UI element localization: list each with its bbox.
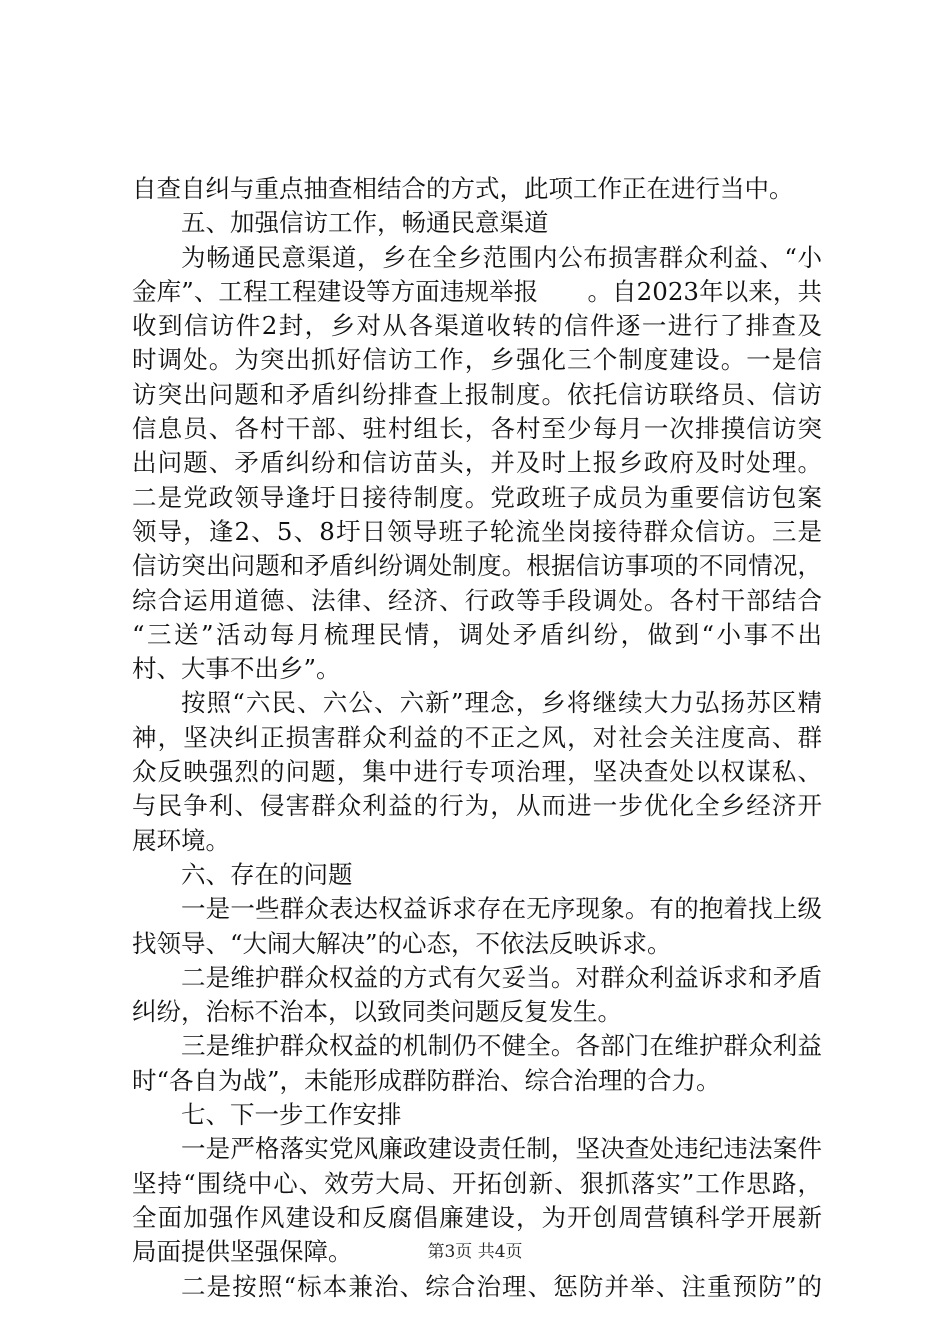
text-line: 全面加强作风建设和反腐倡廉建设，为开创周营镇科学开展新 [132, 1202, 822, 1232]
text-line: 局面提供坚强保障。 [132, 1237, 353, 1267]
document-body [132, 172, 822, 1304]
text-line: 纠纷，治标不治本，以致同类问题反复发生。 [132, 997, 622, 1027]
text-line: 信息员、各村干部、驻村组长，各村至少每月一次排摸信访突 [132, 414, 822, 444]
text-line: 三是维护群众权益的机制仍不健全。各部门在维护群众利益 [181, 1031, 822, 1061]
text-line: 展环境。 [132, 825, 230, 855]
text-line: 二是党政领导逢圩日接待制度。党政班子成员为重要信访包案 [132, 482, 822, 512]
text-line: 众反映强烈的问题，集中进行专项治理，坚决查处以权谋私、 [132, 757, 822, 787]
text-line: 七、下一步工作安排 [181, 1100, 402, 1130]
text-line: 时调处。为突出抓好信访工作，乡强化三个制度建设。一是信 [132, 345, 822, 375]
text-line: 信访突出问题和矛盾纠纷调处制度。根据信访事项的不同情况， [132, 551, 822, 581]
text-line: 按照“六民、六公、六新”理念，乡将继续大力弘扬苏区精 [181, 688, 822, 718]
text-line: 收到信访件2封，乡对从各渠道收转的信件逐一进行了排查及 [132, 311, 822, 341]
text-line: 时“各自为战”，未能形成群防群治、综合治理的合力。 [132, 1065, 721, 1095]
text-line: 一是一些群众表达权益诉求存在无序现象。有的抱着找上级 [181, 894, 822, 924]
text-line: 与民争利、侵害群众利益的行为，从而进一步优化全乡经济开 [132, 791, 822, 821]
text-line: 村、大事不出乡”。 [132, 654, 341, 684]
text-line: 综合运用道德、法律、经济、行政等手段调处。各村干部结合 [132, 585, 822, 615]
text-line: 领导，逢2、5、8圩日领导班子轮流坐岗接待群众信访。三是 [132, 516, 822, 546]
text-line: 出问题、矛盾纠纷和信访苗头，并及时上报乡政府及时处理。 [132, 448, 822, 478]
text-line: 一是严格落实党风廉政建设责任制，坚决查处违纪违法案件 [181, 1134, 822, 1164]
text-line: 神，坚决纠正损害群众利益的不正之风，对社会关注度高、群 [132, 722, 822, 752]
text-line: “三送”活动每月梳理民情，调处矛盾纠纷，做到“小事不出 [132, 619, 822, 649]
text-line: 为畅通民意渠道，乡在全乡范围内公布损害群众利益、“小 [181, 242, 822, 272]
text-line: 自查自纠与重点抽查相结合的方式，此项工作正在进行当中。 [132, 174, 794, 203]
page-footer: 第3页 共4页 [427, 1242, 523, 1262]
text-line: 五、加强信访工作，畅通民意渠道 [181, 208, 549, 238]
text-line: 二是维护群众权益的方式有欠妥当。对群众利益诉求和矛盾 [181, 962, 822, 992]
text-line: 找领导、“大闹大解决”的心态，不依法反映诉求。 [132, 928, 672, 958]
text-line: 坚持“围绕中心、效劳大局、开拓创新、狠抓落实”工作思路， [132, 1168, 822, 1198]
text-line: 金库”、工程工程建设等方面违规举报 。自2023年以来，共 [132, 276, 822, 306]
text-line: 六、存在的问题 [181, 859, 353, 889]
text-line: 二是按照“标本兼治、综合治理、惩防并举、注重预防”的 [181, 1271, 822, 1301]
text-line: 访突出问题和矛盾纠纷排查上报制度。依托信访联络员、信访 [132, 379, 822, 409]
